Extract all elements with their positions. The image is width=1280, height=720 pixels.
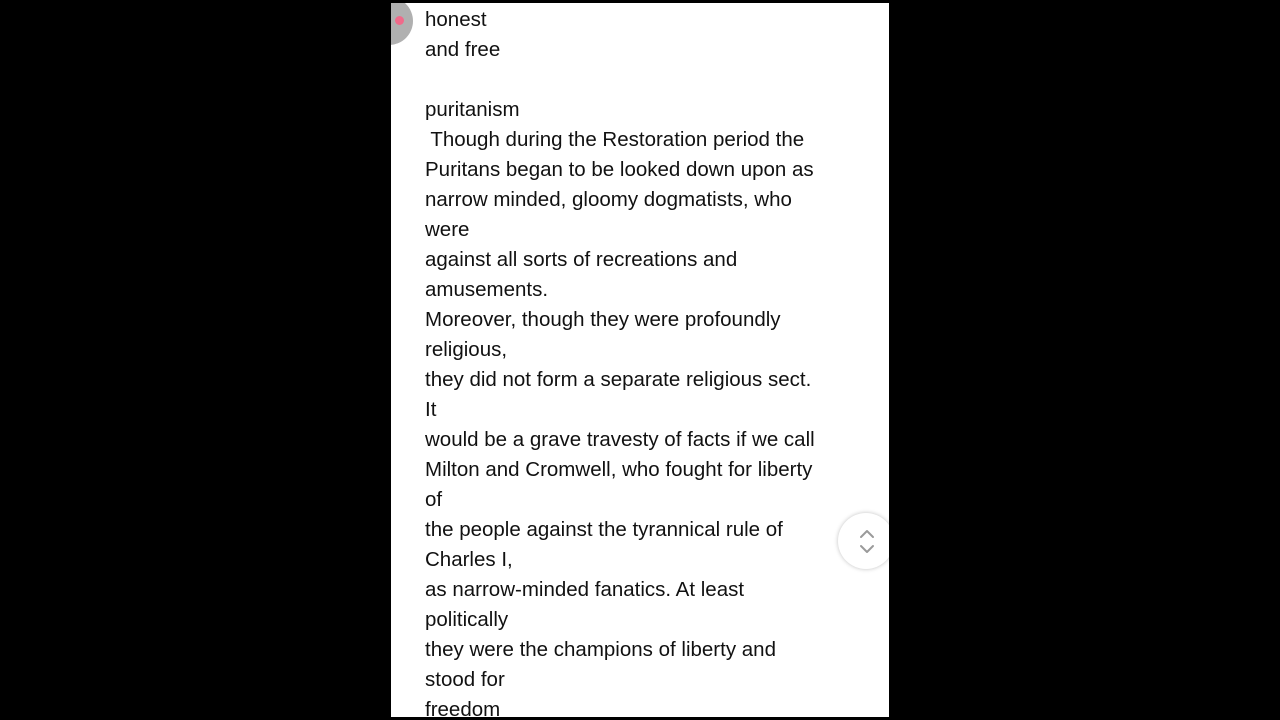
text-line: were [425,218,470,241]
text-line: narrow minded, gloomy dogmatists, who [425,188,792,211]
text-line: Moreover, though they were profoundly [425,308,781,331]
text-line: as narrow-minded fanatics. At least [425,578,745,601]
text-line: freedom [425,698,501,717]
text-line: amusements. [425,278,549,301]
text-line: Though during the Restoration period the [425,128,805,151]
text-line: It [425,398,437,421]
text-line: Puritans began to be looked down upon as [425,158,814,181]
text-line: Milton and Cromwell, who fought for liberty [425,458,813,481]
document-viewer[interactable] [391,3,889,717]
text-line: they did not form a separate religious sect. [425,368,812,391]
touch-indicator [391,3,413,45]
text-line: and free [425,38,501,61]
text-line: they were the champions of liberty and [425,638,776,661]
text-line: the people against the tyrannical rule of [425,518,783,541]
document-text [425,5,865,717]
text-line: would be a grave travesty of facts if we call [425,428,815,451]
blank-line [425,65,865,95]
text-line: religious, [425,338,508,361]
scroll-up-down-button[interactable] [838,513,889,569]
touch-dot-icon [395,16,404,25]
chevron-up-down-icon [838,513,889,569]
text-line: puritanism [425,98,520,121]
text-line: of [425,488,443,511]
text-line: Charles I, [425,548,513,571]
text-line: honest [425,8,487,31]
text-line: politically [425,608,509,631]
text-line: stood for [425,668,505,691]
text-line: against all sorts of recreations and [425,248,738,271]
